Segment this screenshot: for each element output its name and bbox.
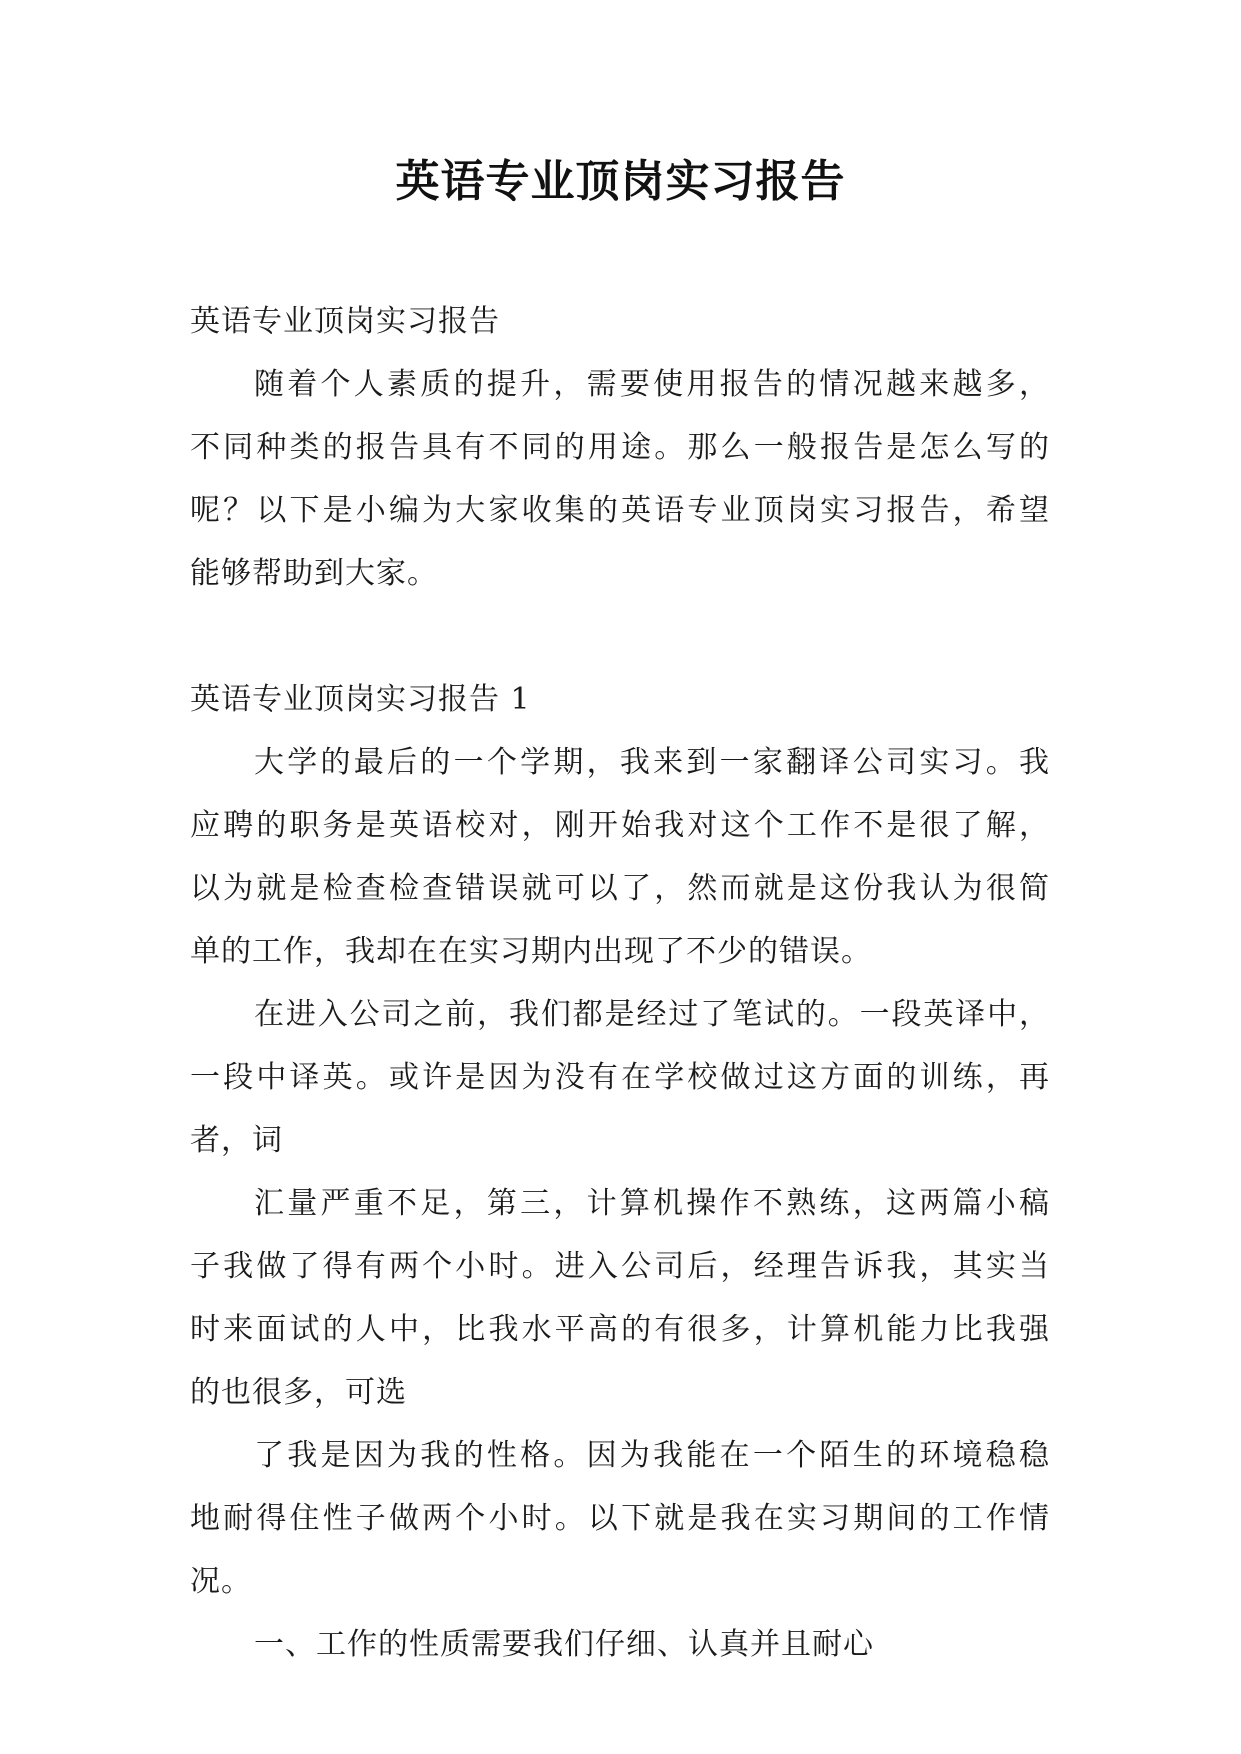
text-line: 地耐得住性子做两个小时。以下就是我在实习期间的工作情	[190, 1501, 1050, 1536]
text-line: 不同种类的报告具有不同的用途。那么一般报告是怎么写的	[190, 430, 1050, 465]
text-line: 能够帮助到大家。	[190, 556, 438, 591]
section-heading: 英语专业顶岗实习报告 1	[190, 682, 531, 717]
page-title: 英语专业顶岗实习报告	[395, 156, 846, 207]
text-line: 者，词	[190, 1123, 283, 1158]
text-line: 大学的最后的一个学期，我来到一家翻译公司实习。我	[254, 745, 1050, 780]
intro-heading: 英语专业顶岗实习报告	[190, 304, 500, 339]
text-line: 应聘的职务是英语校对，刚开始我对这个工作不是很了解，	[190, 808, 1050, 843]
text-line: 况。	[190, 1564, 252, 1599]
intro-paragraph	[190, 353, 1050, 605]
text-line: 子我做了得有两个小时。进入公司后，经理告诉我，其实当	[190, 1249, 1050, 1284]
body-paragraph	[190, 1613, 1050, 1676]
text-line: 时来面试的人中，比我水平高的有很多，计算机能力比我强	[190, 1312, 1050, 1347]
text-line: 单的工作，我却在在实习期内出现了不少的错误。	[190, 934, 872, 969]
text-line: 一段中译英。或许是因为没有在学校做过这方面的训练，再	[190, 1060, 1050, 1095]
paragraph-spacer	[190, 605, 1050, 668]
body-paragraph	[190, 1424, 1050, 1613]
text-line: 的也很多，可选	[190, 1375, 407, 1410]
text-line: 呢？以下是小编为大家收集的英语专业顶岗实习报告，希望	[190, 493, 1050, 528]
text-line: 了我是因为我的性格。因为我能在一个陌生的环境稳稳	[254, 1438, 1050, 1473]
document-body	[190, 290, 1050, 1676]
text-line: 随着个人素质的提升，需要使用报告的情况越来越多，	[254, 367, 1050, 402]
text-line: 以为就是检查检查错误就可以了，然而就是这份我认为很简	[190, 871, 1050, 906]
text-line: 汇量严重不足，第三，计算机操作不熟练，这两篇小稿	[254, 1186, 1050, 1221]
body-paragraph	[190, 1172, 1050, 1424]
body-paragraph	[190, 731, 1050, 983]
body-paragraph	[190, 983, 1050, 1172]
text-line: 在进入公司之前，我们都是经过了笔试的。一段英译中，	[254, 997, 1050, 1032]
text-line: 一、工作的性质需要我们仔细、认真并且耐心	[254, 1627, 874, 1662]
